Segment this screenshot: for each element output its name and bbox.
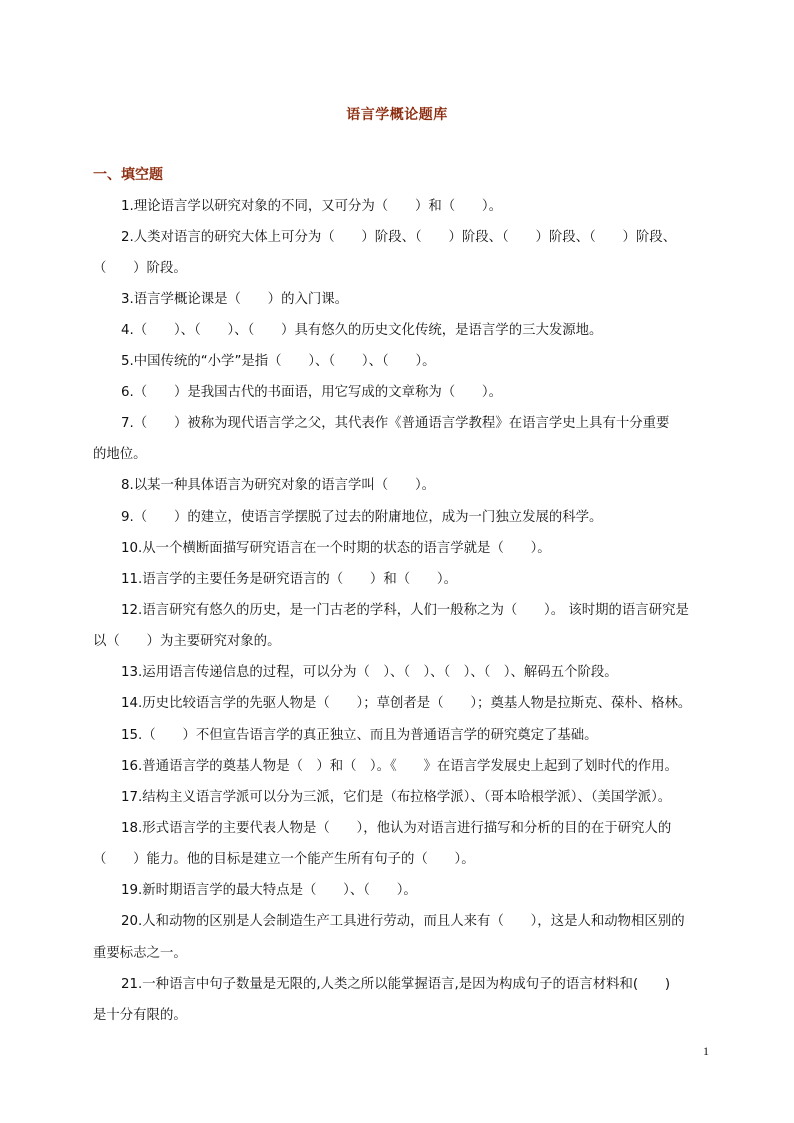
question-20-line-2: 重要标志之一。	[93, 946, 187, 961]
document-title: 语言学概论题库	[346, 107, 448, 123]
question-16-line-1: 16.普通语言学的奠基人物是（ ）和（ ）。《 》在语言学发展史上起到了划时代的作用。	[121, 759, 678, 774]
question-10-line-1: 10.从一个横断面描写研究语言在一个时期的状态的语言学就是（ ）。	[121, 541, 551, 556]
question-6-line-1: 6.（ ）是我国古代的书面语，用它写成的文章称为（ ）。	[121, 385, 503, 400]
section-heading: 一、填空题	[93, 167, 163, 183]
question-9-line-1: 9.（ ）的建立，使语言学摆脱了过去的附庸地位，成为一门独立发展的科学。	[121, 510, 603, 525]
question-18-line-1: 18.形式语言学的主要代表人物是（ ），他认为对语言进行描写和分析的目的在于研究人的	[121, 821, 672, 836]
question-18-line-2: （ ）能力。他的目标是建立一个能产生所有句子的（ ）。	[93, 852, 475, 867]
page-number: 1	[703, 1044, 709, 1058]
question-12-line-1: 12.语言研究有悠久的历史，是一门古老的学科，人们一般称之为（ ）。 该时期的语言研究是	[121, 603, 689, 618]
question-17-line-1: 17.结构主义语言学派可以分为三派，它们是（布拉格学派）、（哥本哈根学派）、（美国学派）。	[121, 790, 672, 805]
question-7-line-1: 7.（ ）被称为现代语言学之父，其代表作《普通语言学教程》在语言学史上具有十分重要	[121, 416, 670, 431]
question-5-line-1: 5.中国传统的“小学”是指（ ）、（ ）、（ ）。	[121, 354, 436, 369]
question-14-line-1: 14.历史比较语言学的先驱人物是（ ）；草创者是（ ）；奠基人物是拉斯克、葆朴、格林。	[121, 696, 692, 711]
question-4-line-1: 4.（ ）、（ ）、（ ）具有悠久的历史文化传统，是语言学的三大发源地。	[121, 323, 603, 338]
question-13-line-1: 13.运用语言传递信息的过程，可以分为（ ）、（ ）、（ ）、（ ）、解码五个阶段。	[121, 665, 618, 680]
question-19-line-1: 19.新时期语言学的最大特点是（ ）、（ ）。	[121, 883, 417, 898]
question-3-line-1: 3.语言学概论课是（ ）的入门课。	[121, 292, 349, 307]
question-15-line-1: 15.（ ）不但宣告语言学的真正独立、而且为普通语言学的研究奠定了基础。	[121, 728, 598, 743]
question-12-line-2: 以（ ）为主要研究对象的。	[93, 634, 281, 649]
question-2-line-1: 2.人类对语言的研究大体上可分为（ ）阶段、（ ）阶段、（ ）阶段、（ ）阶段、	[121, 230, 677, 245]
question-7-line-2: 的地位。	[93, 447, 147, 462]
question-1-line-1: 1.理论语言学以研究对象的不同，又可分为（ ）和（ ）。	[121, 199, 503, 214]
question-8-line-1: 8.以某一种具体语言为研究对象的语言学叫（ ）。	[121, 478, 436, 493]
question-2-line-2: （ ）阶段。	[93, 261, 187, 276]
question-21-line-1: 21.一种语言中句子数量是无限的,人类之所以能掌握语言,是因为构成句子的语言材料和( )	[121, 977, 671, 992]
question-21-line-2: 是十分有限的。	[93, 1008, 187, 1023]
question-20-line-1: 20.人和动物的区别是人会制造生产工具进行劳动，而且人来有（ ），这是人和动物相区别的	[121, 914, 685, 929]
question-11-line-1: 11.语言学的主要任务是研究语言的（ ）和（ ）。	[121, 572, 457, 587]
